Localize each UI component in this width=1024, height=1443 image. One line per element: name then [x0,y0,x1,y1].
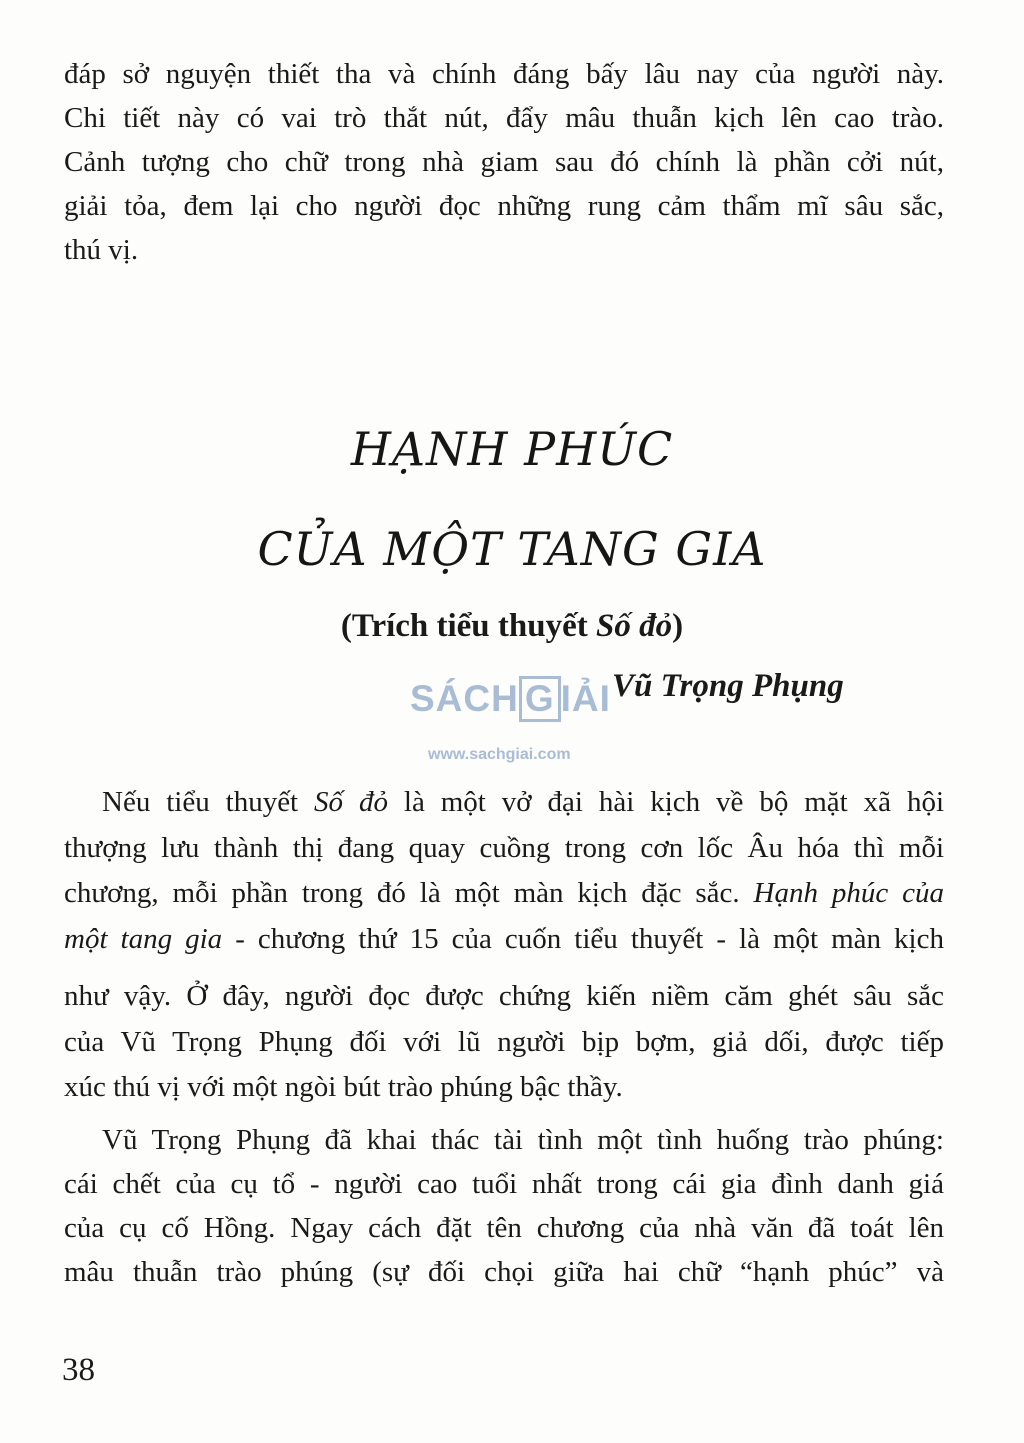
book-title-italic: Số đỏ [314,786,388,818]
page-number: 38 [62,1352,95,1388]
chapter-title-italic: một tang gia [64,922,223,955]
text-run: Nếu tiểu thuyết [102,786,315,818]
text-line: của Vũ Trọng Phụng đối với lũ người bịp bợm, giả dối, được tiếp [64,1025,944,1058]
text-run: - chương thứ 15 của cuốn tiểu thuyết - là một màn kịch [222,922,944,955]
paragraph-1 [64,780,944,1111]
intro-paragraph [64,52,944,272]
chapter-subtitle [0,608,1024,645]
text-line: cái chết của cụ tổ - người cao tuổi nhất trong cái gia đình danh giá [64,1168,944,1200]
text-line: thượng lưu thành thị đang quay cuồng trong cơn lốc Âu hóa thì mỗi [64,831,944,864]
text-line: Cảnh tượng cho chữ trong nhà giam sau đó chính là phần cởi nút, [64,146,944,178]
watermark-logo-box: G [519,676,561,722]
subtitle-book-title: Số đỏ [596,608,673,644]
text-line: đáp sở nguyện thiết tha và chính đáng bấy lâu nay của người này. [64,58,944,90]
text-run: là một vở đại hài kịch về bộ mặt xã hội [387,786,945,818]
chapter-title-line-2: CỦA MỘT TANG GIA [257,522,767,576]
chapter-title-line-1: HẠNH PHÚC [350,422,674,476]
text-line: thú vị. [64,234,139,266]
text-line [64,780,944,826]
subtitle-suffix: ) [672,608,684,644]
text-line: như vậy. Ở đây, người đọc được chứng kiến niềm căm ghét sâu sắc [64,980,944,1012]
text-line [64,917,944,963]
text-line: giải tỏa, đem lại cho người đọc những rung cảm thẩm mĩ sâu sắc, [64,190,944,222]
text-line [64,871,944,917]
chapter-title-italic: Hạnh phúc của [753,877,944,909]
text-line: Vũ Trọng Phụng đã khai thác tài tình một tình huống trào phúng: [102,1124,944,1156]
text-line: Chi tiết này có vai trò thắt nút, đẩy mâu thuẫn kịch lên cao trào. [64,102,944,134]
watermark-logo-right: IẢI [560,678,611,719]
text-run: chương, mỗi phần trong đó là một màn kịch đặc sắc. [64,877,754,909]
text-line: xúc thú vị với một ngòi bút trào phúng bậc thầy. [64,1071,623,1103]
author-name: Vũ Trọng Phụng [612,668,844,704]
text-line: mâu thuẫn trào phúng (sự đối chọi giữa hai chữ “hạnh phúc” và [64,1256,944,1288]
watermark [410,676,611,763]
subtitle-prefix: (Trích tiểu thuyết [340,608,596,644]
watermark-logo [410,678,611,719]
watermark-url: www.sachgiai.com [428,746,571,763]
paragraph-2 [64,1118,944,1294]
watermark-logo-left: SÁCH [410,678,519,719]
text-line: của cụ cố Hồng. Ngay cách đặt tên chương của nhà văn đã toát lên [64,1212,944,1244]
